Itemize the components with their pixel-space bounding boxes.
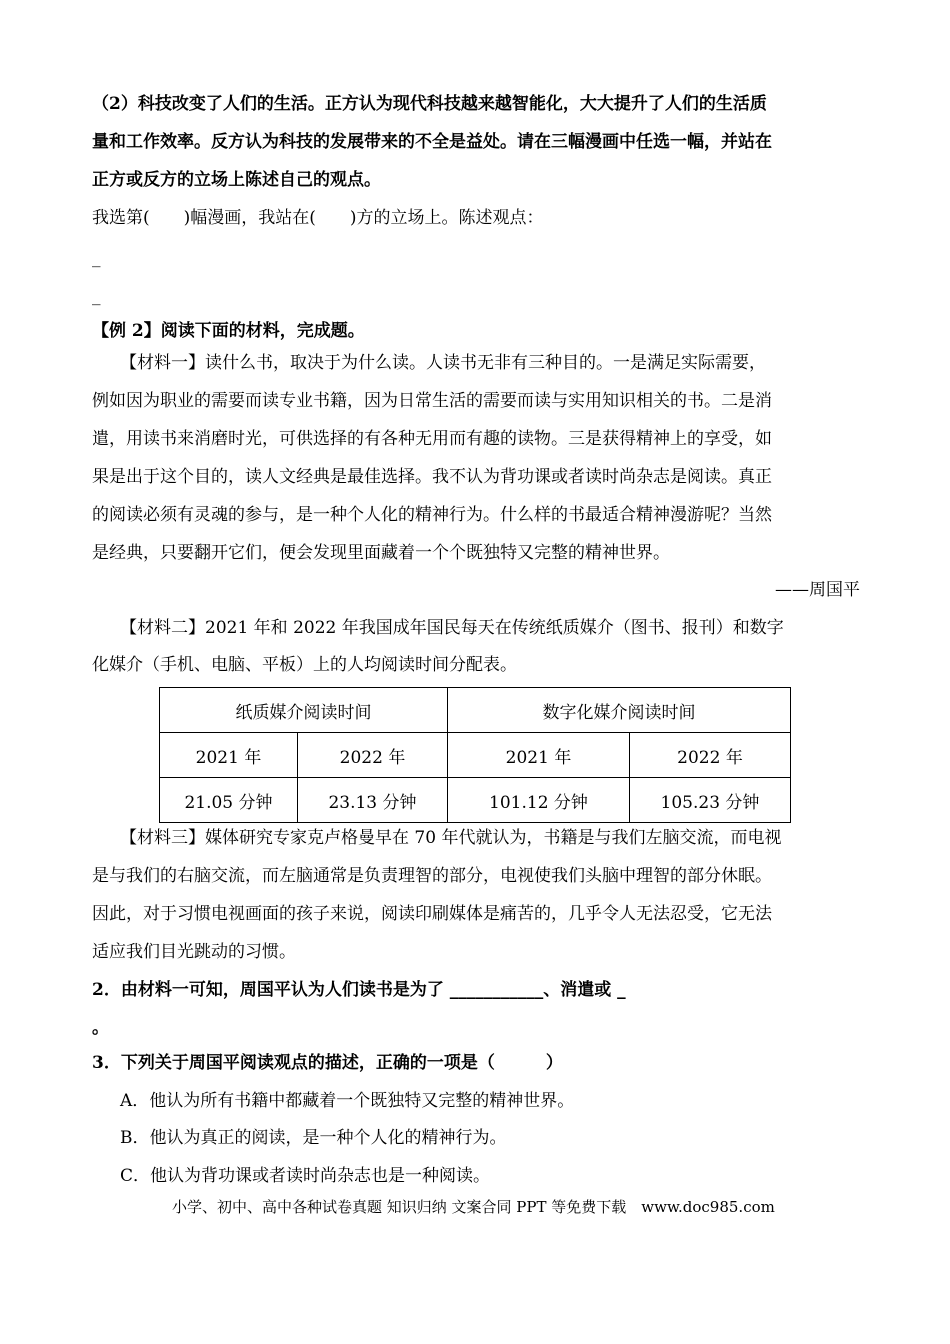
table-year-cell: 2021 年 bbox=[160, 733, 298, 778]
table-year-cell: 2022 年 bbox=[298, 733, 448, 778]
q2-text-line-1: （2）科技改变了人们的生活。正方认为现代科技越来越智能化，大大提升了人们的生活质 bbox=[92, 94, 767, 114]
example2-heading: 【例 2】阅读下面的材料，完成题。 bbox=[92, 321, 365, 341]
question2-text: 2．由材料一可知，周国平认为人们读书是为了 ___________、消遣或 _ bbox=[92, 980, 626, 1000]
table-header-paper: 纸质媒介阅读时间 bbox=[160, 688, 448, 733]
q2-text-line-2: 量和工作效率。反方认为科技的发展带来的不全是益处。请在三幅漫画中任选一幅，并站在 bbox=[92, 132, 772, 152]
table-value-cell: 23.13 分钟 bbox=[298, 778, 448, 823]
material1-line: 果是出于这个目的，读人文经典是最佳选择。我不认为背功课或者读时尚杂志是阅读。真正 bbox=[92, 467, 772, 487]
question3-option-b: B．他认为真正的阅读，是一种个人化的精神行为。 bbox=[120, 1128, 507, 1148]
table-value-cell: 105.23 分钟 bbox=[630, 778, 791, 823]
material1-author: ——周国平 bbox=[775, 580, 860, 600]
material3-line: 因此，对于习惯电视画面的孩子来说，阅读印刷媒体是痛苦的，几乎令人无法忍受，它无法 bbox=[92, 904, 772, 924]
material1-line: 是经典，只要翻开它们，便会发现里面藏着一个个既独特又完整的精神世界。 bbox=[92, 543, 670, 563]
material1-line: 【材料一】读什么书，取决于为什么读。人读书无非有三种目的。一是满足实际需要， bbox=[120, 353, 766, 373]
answer-prompt: 我选第( )幅漫画，我站在( )方的立场上。陈述观点： bbox=[92, 208, 544, 228]
q2-text-line-3: 正方或反方的立场上陈述自己的观点。 bbox=[92, 170, 381, 190]
question3-text: 3．下列关于周国平阅读观点的描述，正确的一项是（ ） bbox=[92, 1053, 563, 1073]
footer-watermark: 小学、初中、高中各种试卷真题 知识归纳 文案合同 PPT 等免费下载 www.doc985.com bbox=[172, 1198, 775, 1216]
material1-line: 例如因为职业的需要而读专业书籍，因为日常生活的需要而读与实用知识相关的书。二是消 bbox=[92, 391, 772, 411]
material3-line: 适应我们目光跳动的习惯。 bbox=[92, 942, 296, 962]
question3-option-a: A．他认为所有书籍中都藏着一个既独特又完整的精神世界。 bbox=[120, 1091, 575, 1111]
material1-line: 的阅读必须有灵魂的参与，是一种个人化的精神行为。什么样的书最适合精神漫游呢？当然 bbox=[92, 505, 772, 525]
table-year-cell: 2021 年 bbox=[448, 733, 630, 778]
table-value-cell: 21.05 分钟 bbox=[160, 778, 298, 823]
question3-option-c: C．他认为背功课或者读时尚杂志也是一种阅读。 bbox=[120, 1166, 491, 1186]
material3-line: 是与我们的右脑交流，而左脑通常是负责理智的部分，电视使我们头脑中理智的部分休眠。 bbox=[92, 866, 772, 886]
table-year-cell: 2022 年 bbox=[630, 733, 791, 778]
material1-line: 遣，用读书来消磨时光，可供选择的有各种无用而有趣的读物。三是获得精神上的享受，如 bbox=[92, 429, 772, 449]
reading-time-table bbox=[159, 687, 791, 823]
material2-line: 化媒介（手机、电脑、平板）上的人均阅读时间分配表。 bbox=[92, 655, 517, 675]
material3-line: 【材料三】媒体研究专家克卢格曼早在 70 年代就认为，书籍是与我们左脑交流，而电视 bbox=[120, 828, 782, 848]
answer-blank-2: _ bbox=[92, 286, 101, 306]
question2-tail: 。 bbox=[92, 1018, 109, 1038]
table-header-digital: 数字化媒介阅读时间 bbox=[448, 688, 791, 733]
table-value-cell: 101.12 分钟 bbox=[448, 778, 630, 823]
material2-line: 【材料二】2021 年和 2022 年我国成年国民每天在传统纸质媒介（图书、报刊）和数字 bbox=[120, 618, 784, 638]
answer-blank-1: _ bbox=[92, 248, 101, 268]
